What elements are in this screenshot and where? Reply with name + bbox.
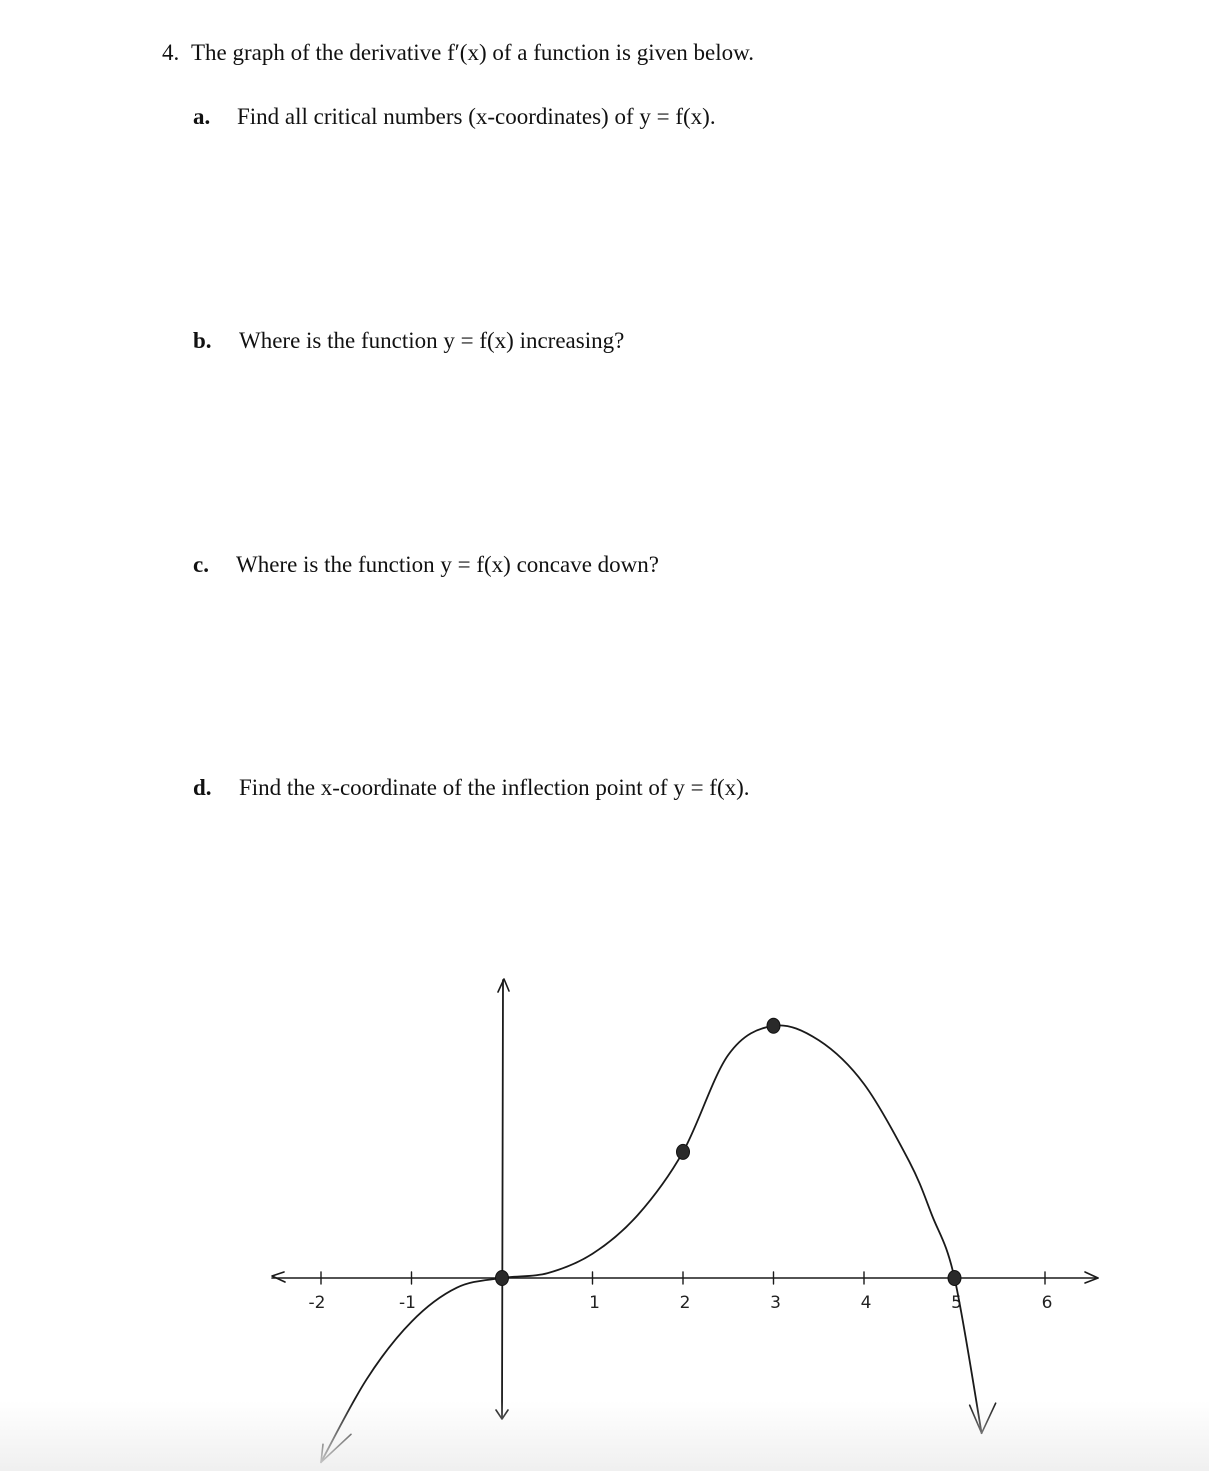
part-d-label: d.: [193, 775, 212, 800]
axes-group: [272, 979, 1098, 1419]
part-a-label: a.: [193, 104, 211, 129]
problem-text: The graph of the derivative f′(x) of a function is given below.: [191, 40, 755, 65]
part-b-text: Where is the function y = f(x) increasing?: [239, 328, 625, 353]
x-tick-label-4: 4: [860, 1293, 872, 1313]
x-tick-label-3: 3: [770, 1293, 781, 1313]
y-axis: [502, 980, 503, 1418]
x-tick-label--2: -2: [308, 1293, 326, 1313]
part-a-text: Find all critical numbers (x-coordinates) of y = f(x).: [237, 104, 716, 129]
part-d-text: Find the x-coordinate of the inflection point of y = f(x).: [239, 775, 750, 800]
points-group: [496, 1018, 962, 1285]
curve-group: [321, 1025, 996, 1462]
marked-point-1: [496, 1271, 509, 1286]
marked-point-4: [948, 1271, 961, 1286]
x-tick-label-6: 6: [1041, 1293, 1053, 1313]
derivative-curve: [321, 1025, 982, 1462]
x-tick-label-5: 5: [951, 1293, 962, 1313]
x-tick-label-1: 1: [589, 1293, 600, 1313]
page-bottom-shadow: [0, 1401, 1209, 1471]
part-c-label: c.: [193, 552, 209, 577]
part-c-text: Where is the function y = f(x) concave down?: [236, 552, 659, 577]
marked-point-2: [677, 1144, 690, 1159]
marked-point-3: [767, 1018, 780, 1033]
x-axis-left-arrow: [272, 1272, 285, 1282]
x-tick-label--1: -1: [399, 1293, 416, 1313]
part-b-label: b.: [193, 328, 212, 353]
problem-number: 4.: [162, 40, 180, 65]
x-tick-label-2: 2: [679, 1293, 691, 1313]
